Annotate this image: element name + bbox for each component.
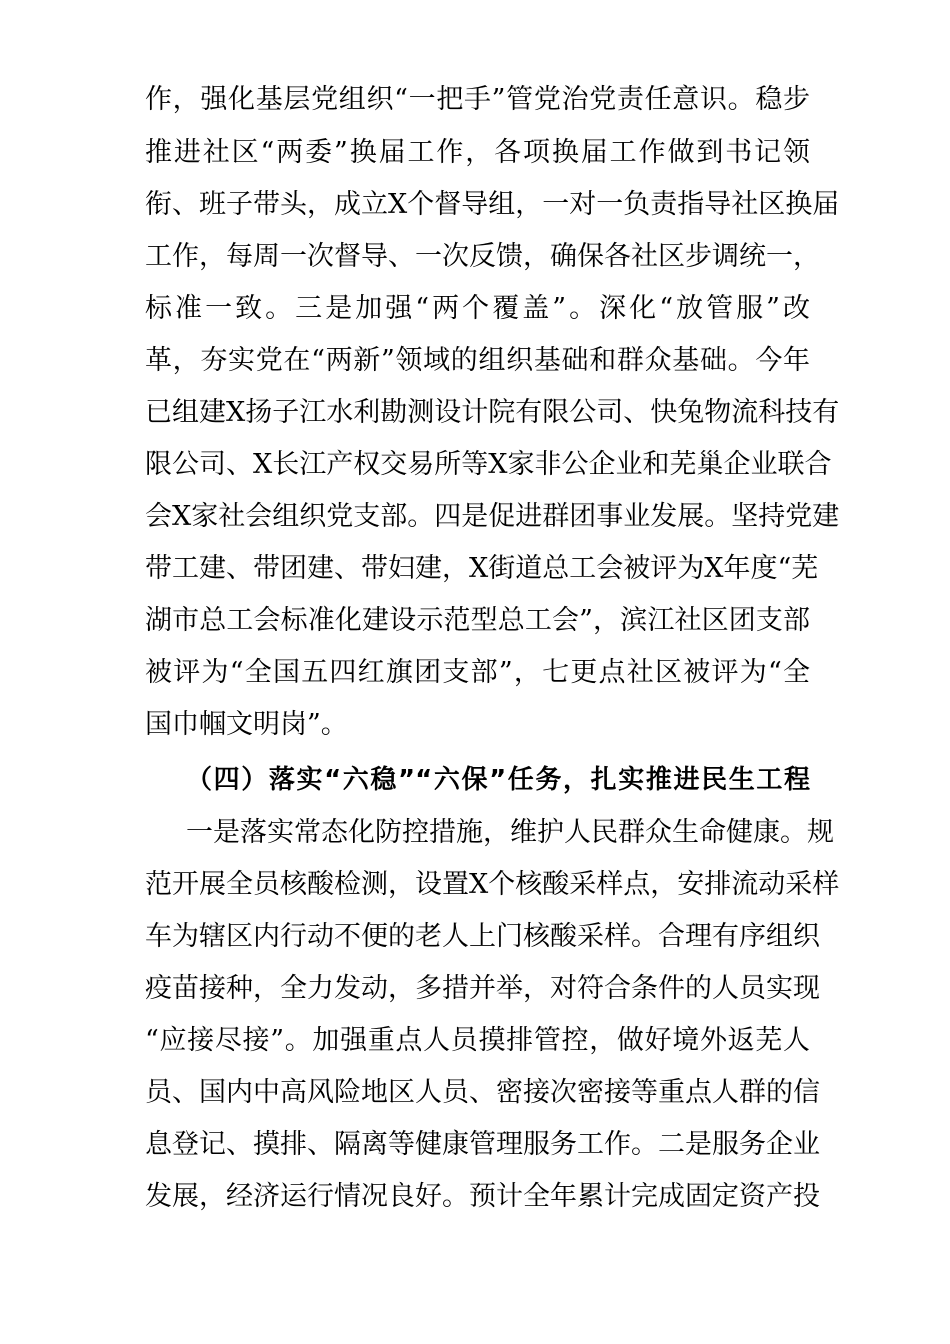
body-text-line: 标准一致。三是加强“两个覆盖”。深化“放管服”改 bbox=[145, 293, 810, 324]
body-text-line: 车为辖区内行动不便的老人上门核酸采样。合理有序组织 bbox=[145, 921, 820, 952]
body-text-line: 一是落实常态化防控措施，维护人民群众生命健康。规 bbox=[186, 817, 834, 848]
body-text-line: 息登记、摸排、隔离等健康管理服务工作。二是服务企业 bbox=[145, 1129, 820, 1160]
body-text-line: 国巾帼文明岗”。 bbox=[145, 709, 348, 740]
body-text-line: 限公司、X长江产权交易所等X家非公企业和芜巢企业联合 bbox=[145, 449, 832, 480]
body-text-line: 衔、班子带头，成立X个督导组，一对一负责指导社区换届 bbox=[145, 189, 840, 220]
body-text-line: 范开展全员核酸检测，设置X个核酸采样点，安排流动采样 bbox=[145, 869, 840, 900]
body-text-line: 发展，经济运行情况良好。预计全年累计完成固定资产投 bbox=[145, 1181, 820, 1212]
body-text-line: 会X家社会组织党支部。四是促进群团事业发展。坚持党建 bbox=[145, 501, 840, 532]
body-text-line: 工作，每周一次督导、一次反馈，确保各社区步调统一， bbox=[145, 241, 820, 272]
body-text-line: 革，夯实党在“两新”领域的组织基础和群众基础。今年 bbox=[145, 345, 810, 376]
body-text-line: 被评为“全国五四红旗团支部”，七更点社区被评为“全 bbox=[145, 657, 810, 688]
body-text-line: 推进社区“两委”换届工作，各项换届工作做到书记领 bbox=[145, 137, 810, 168]
body-text-line: 已组建X扬子江水利勘测设计院有限公司、快兔物流科技有 bbox=[145, 397, 840, 428]
body-text-line: 疫苗接种，全力发动，多措并举，对符合条件的人员实现 bbox=[145, 973, 820, 1004]
body-text-line: 带工建、带团建、带妇建，X街道总工会被评为X年度“芜 bbox=[145, 553, 819, 584]
body-text-line: 湖市总工会标准化建设示范型总工会”，滨江社区团支部 bbox=[145, 605, 810, 636]
body-text-line: 员、国内中高风险地区人员、密接次密接等重点人群的信 bbox=[145, 1077, 820, 1108]
body-text-line: “应接尽接”。加强重点人员摸排管控，做好境外返芜人 bbox=[145, 1025, 810, 1056]
body-text-line: 作，强化基层党组织“一把手”管党治党责任意识。稳步 bbox=[145, 84, 810, 115]
section-heading: （四）落实“六稳”“六保”任务，扎实推进民生工程 bbox=[186, 765, 810, 795]
